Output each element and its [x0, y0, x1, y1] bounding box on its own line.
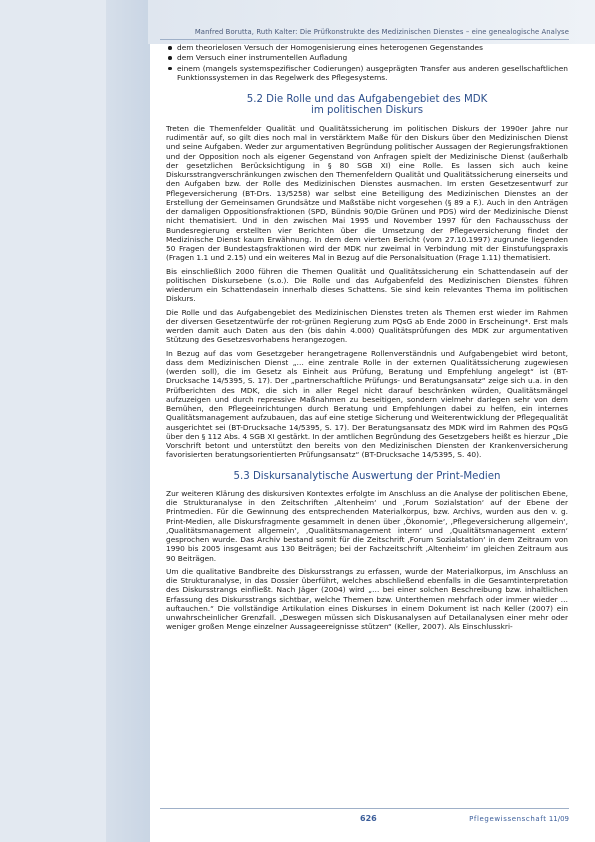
list-item: einem (mangels systemspezifischer Codierungen) ausgeprägten Transfer aus anderen gesellschaftlichen Funktionssystemen in das Regelwerk des Pflegesystems.: [166, 64, 568, 83]
paragraph: In Bezug auf das vom Gesetzgeber herangetragene Rollenverständnis und Aufgabengebiet wird betont, dass dem Medizinischen Dienst „… eine zentrale Rolle in der externen Qualitätssicherung zugewiesen (werden soll), die im Gesetz als Einheit aus Prüfung, Beratung und Empfehlung angelegt“ ist (BT-Drucksache 14/5395, S. 17). Der „partnerschaftliche Prüfungs- und Beratungsansatz“ zeige sich u.a. in den Prüfberichten des MDK, die sich in aller Regel nicht darauf beschränken würden, Qualitätsmängel aufzuzeigen und durch repressive Maßnahmen zu beseitigen, sondern vielmehr darlegen sehr von dem Bemühen, den Pflegeeinrichtungen durch Beratung und Empfehlungen dabei zu helfen, ein internes Qualitätsmanagement aufzubauen, das auf eine stetige Sicherung und Weiterentwicklung der Pflegequalität ausgerichtet sei (BT-Drucksache 14/5395, S. 17). Der Beratungsansatz des MDK wird im Rahmen des PQsG über den § 112 Abs. 4 SGB XI gestärkt. In der amtlichen Begründung des Gesetzgebers heißt es hierzur „Die Vorschrift betont und unterstützt den bereits von den Medizinischen Diensten der Krankenversicherung favorisierten beratungsorientierten Prüfungsansatz“ (BT-Drucksache 14/5395, S. 40).: [166, 348, 568, 460]
issue-number: 11/09: [548, 815, 569, 823]
paragraph: Zur weiteren Klärung des diskursiven Kontextes erfolgte im Anschluss an die Analyse der politischen Ebene, die Strukturanalyse in den Zeitschriften ‚Altenheim‘ und ‚Forum Sozialstation‘ auf der Ebene der Printmedien. Für die Gewinnung des entsprechenden Materialkorpus, bzw. Archivs, wurden aus den v. g. Print-Medien, alle Diskursfragmente gesammelt in denen über ‚Ökonomie‘, ‚Pflegeversicherung allgemein‘, ‚Qualitätsmanagement allgemein‘, ‚Qualitätsmanagement intern‘ und ‚Qualitätsmanagement extern‘ gesprochen wurde. Das Archiv bestand somit für die Zeitschrift ‚Forum Sozialstation‘ in dem Zeitraum von 1990 bis 2005 insgesamt aus 130 Beiträgen; bei der Fachzeitschrift ‚Altenheim‘ im gleichen Zeitraum aus 90 Beiträgen.: [166, 488, 568, 563]
paragraph: Bis einschließlich 2000 führen die Themen Qualität und Qualitätssicherung ein Schattendasein auf der politischen Diskursebene (s.o.). Die Rolle und das Aufgabenfeld des Medizinischen Dienstes führen wiederum ein Schattendasein innerhalb dieses Schattens. Sie sind kein relevantes Thema im politischen Diskurs.: [166, 266, 568, 304]
heading-line: 5.2 Die Rolle und das Aufgabengebiet des MDK: [246, 94, 488, 105]
section-heading-5-3: 5.3 Diskursanalytische Auswertung der Print-Medien: [233, 470, 501, 482]
list-item: dem Versuch einer instrumentellen Aufladung: [166, 53, 568, 62]
paragraph: Die Rolle und das Aufgabengebiet des Medizinischen Dienstes treten als Themen erst wieder im Rahmen der diversen Gesetzentwürfe der rot-grünen Regierung zum PQsG ab Ende 2000 in Erscheinung*. Erst mals werden damit auch Daten aus den (bis dahin 4.000) Qualitätsprüfungen des MDK zur argumentativen Stützung des Gesetzesvorhabens herangezogen.: [166, 307, 568, 345]
page-margin-band: [106, 0, 150, 842]
paragraph: Treten die Themenfelder Qualität und Qualitätssicherung im politischen Diskurs der 1990er Jahre nur rudimentär auf, so gilt dies noch mal in verstärktem Maße für den Diskurs über den Medizinischen Dienst und seine Aufgaben. Weder zur argumentativen Begründung politischer Aussagen der Regierungsfraktionen und der Opposition noch als eigener Gegenstand von Anfragen spielt der Medizinische Dienst (außerhalb der gesetzlichen Berücksichtigung in § 80 SGB XI) eine Rolle. Es lassen sich auch keine Diskursstrangverschränkungen zwischen den Themenfeldern Qualität und Qualitätssicherung einerseits und den Aufgaben bzw. der Rolle des Medizinischen Dienstes ausmachen. Im ersten Gesetzesentwurf zur Pflegeversicherung (BT-Drs. 13/5258) war selbst eine Beteiligung des Medizinischen Dienstes an der Erstellung der Gemeinsamen Grundsätze und Maßstäbe nicht vorgesehen (§ 89 a F.). Auch in den Anträgen der damaligen Oppositionsfraktionen (SPD, Bündnis 90/Die Grünen und PDS) wird der Medizinische Dienst nicht thematisiert. Und in den zwischen Mai 1995 und November 1997 für den Fachausschuss der Bundesregierung erstellten vier Berichten über die Umsetzung der Pflegeversicherung findet der Medizinische Dienst kaum Erwähnung. In dem dem vierten Bericht (vom 27.10.1997) zugrunde liegenden 50 Fragen der Bundestagsfraktionen wird der MDK nur zweimal in Verbindung mit der Einstufungspraxis (Fragen 1.1 und 2.15) und ein weiteres Mal in Bezug auf die Personalsituation (Frage 1.11) thematisiert.: [166, 123, 568, 263]
article-body: [166, 43, 568, 636]
heading-line: im politischen Diskurs: [310, 105, 424, 117]
running-head: Manfred Borutta, Ruth Kalter: Die Prüfkonstrukte des Medizinischen Dienstes – eine genealogische Analyse: [194, 28, 569, 36]
header-rule: [160, 39, 569, 40]
list-item: dem theorielosen Versuch der Homogenisierung eines heterogenen Gegenstandes: [166, 43, 568, 52]
footer-rule: [160, 808, 569, 809]
header-band: [148, 0, 595, 44]
paragraph: Um die qualitative Bandbreite des Diskursstrangs zu erfassen, wurde der Materialkorpus, im Anschluss an die Strukturanalyse, in das Dossier überführt, welches abschließend ebenfalls in die Gesamtinterpretation des Diskursstrangs einfließt. Nach Jäger (2004) wird „… bei einer solchen Beschreibung bzw. inhaltlichen Erfassung des Diskursstrangs sichtbar, welche Themen bzw. Unterthemen mehrfach oder immer wieder … auftauchen.“ Die vollständige Artikulation eines Diskurses in einem Dokument ist nach Keller (2007) ein unwahrscheinlicher Grenzfall. „Deswegen müssen sich Diskusanalysen auf Detailanalysen einer mehr oder weniger großen Menge einzelner Aussageereignisse stützen“ (Keller, 2007). Als Einschlusskri-: [166, 566, 568, 632]
bullet-list: [166, 43, 568, 82]
page-footer: [148, 808, 595, 830]
journal-info: [469, 815, 569, 823]
journal-name: Pflegewissenschaft: [469, 815, 547, 823]
page-number: 626: [360, 814, 377, 823]
section-heading-5-2: [166, 94, 568, 117]
